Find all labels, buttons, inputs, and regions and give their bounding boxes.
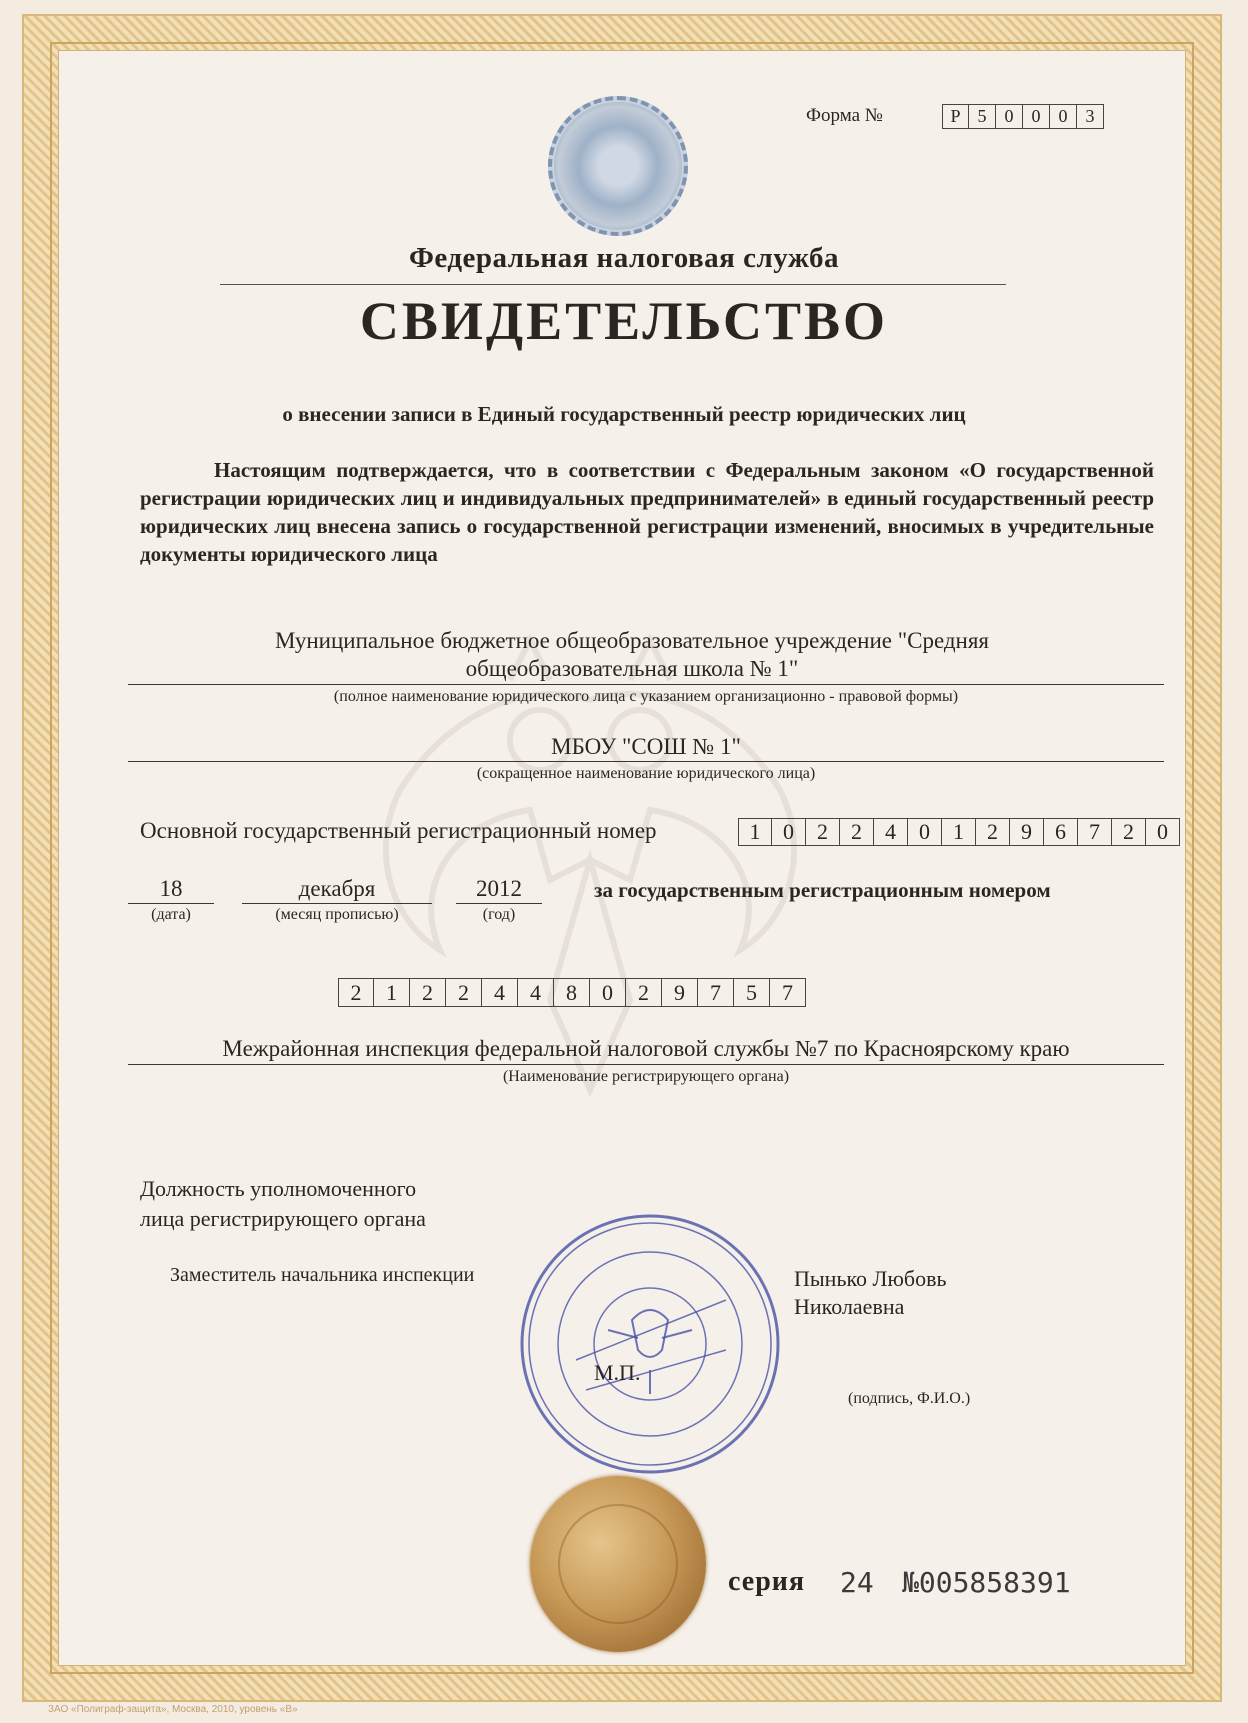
grn-digit: 4 [518,978,554,1007]
document-subtitle: о внесении записи в Единый государственный реестр юридических лиц [282,402,966,426]
authority-underline [128,1064,1164,1065]
ogrn-digit: 1 [942,818,976,846]
ogrn-digit: 0 [772,818,806,846]
date-month-underline [242,903,432,904]
ogrn-digit: 1 [738,818,772,846]
position-label-line1: Должность уполномоченного [140,1176,417,1201]
ogrn-label: Основной государственный регистрационный номер [140,818,657,843]
grn-digit: 4 [482,978,518,1007]
grn-digit: 2 [446,978,482,1007]
form-code-cell: 3 [1077,104,1104,129]
ogrn-digit: 0 [908,818,942,846]
authority-caption: (Наименование регистрирующего органа) [502,1068,790,1085]
grn-digit: 5 [734,978,770,1007]
form-code-cell: 0 [996,104,1023,129]
grn-digit: 7 [698,978,734,1007]
date-day-underline [128,903,214,904]
grn-digit: 1 [374,978,410,1007]
date-month-caption: (месяц прописью) [275,906,399,923]
date-month: декабря [298,876,376,901]
series-value: 24 [840,1566,874,1599]
form-code-boxes [942,104,1104,129]
ogrn-digit: 9 [1010,818,1044,846]
signer-name-line2: Николаевна [794,1294,905,1319]
full-name-underline [128,684,1164,685]
form-code-cell: 5 [969,104,996,129]
ogrn-digit: 0 [1146,818,1180,846]
grn-digit: 2 [626,978,662,1007]
certification-paragraph [140,456,1154,568]
short-name-underline [128,761,1164,762]
ogrn-digit: 4 [874,818,908,846]
date-day-caption: (дата) [151,906,191,923]
grn-digit: 9 [662,978,698,1007]
ogrn-digit: 2 [976,818,1010,846]
ogrn-digit: 6 [1044,818,1078,846]
ogrn-digit: 7 [1078,818,1112,846]
short-name-caption: (сокращенное наименование юридического лица) [476,765,816,782]
position-label-line2: лица регистрирующего органа [140,1206,426,1231]
gold-seal-icon [530,1476,706,1652]
date-day: 18 [159,876,183,901]
signature-caption: (подпись, Ф.И.О.) [848,1390,971,1407]
series-label: серия [728,1566,806,1597]
ogrn-digit: 2 [806,818,840,846]
official-stamp-icon [516,1210,784,1478]
form-code-cell: Р [942,104,969,129]
full-name-caption: (полное наименование юридического лица с указанием организационно - правовой формы) [333,688,959,705]
grn-phrase: за государственным регистрационным номером [594,878,1051,902]
signer-position: Заместитель начальника инспекции [170,1264,475,1286]
form-code-cell: 0 [1023,104,1050,129]
grn-boxes [338,978,806,1007]
date-year: 2012 [476,876,522,901]
certification-text: Настоящим подтверждается, что в соответствии с Федеральным законом «О государственной регистрации юридических лиц и индивидуальных предпринимателей» в единый государственный реестр юридических лиц внесена запись о государственной регистрации изменений, вносимых в учредительные документы юридического лица [140,458,1154,566]
form-label: Форма № [806,105,883,126]
ogrn-boxes [738,818,1180,846]
title-divider [220,284,1006,285]
signer-name-line1: Пынько Любовь [794,1266,947,1291]
stamp-mp-label: М.П. [594,1360,641,1385]
certificate-number: №005858391 [902,1566,1071,1599]
form-code-cell: 0 [1050,104,1077,129]
document-title: СВИДЕТЕЛЬСТВО [359,291,889,351]
grn-digit: 7 [770,978,806,1007]
grn-digit: 2 [338,978,374,1007]
full-name-line2: общеобразовательная школа № 1" [465,656,799,681]
grn-digit: 2 [410,978,446,1007]
short-name: МБОУ "СОШ № 1" [551,734,741,759]
grn-digit: 8 [554,978,590,1007]
printer-imprint: ЗАО «Полиграф-защита», Москва, 2010, уровень «В» [48,1704,298,1715]
hologram-emblem-icon [548,96,688,236]
authority-name: Межрайонная инспекция федеральной налоговой службы №7 по Красноярскому краю [222,1036,1070,1061]
full-name-line1: Муниципальное бюджетное общеобразовательное учреждение "Средняя [274,628,990,653]
date-year-underline [456,903,542,904]
date-year-caption: (год) [482,906,516,923]
grn-digit: 0 [590,978,626,1007]
ogrn-digit: 2 [1112,818,1146,846]
ogrn-digit: 2 [840,818,874,846]
agency-title: Федеральная налоговая служба [408,242,840,274]
